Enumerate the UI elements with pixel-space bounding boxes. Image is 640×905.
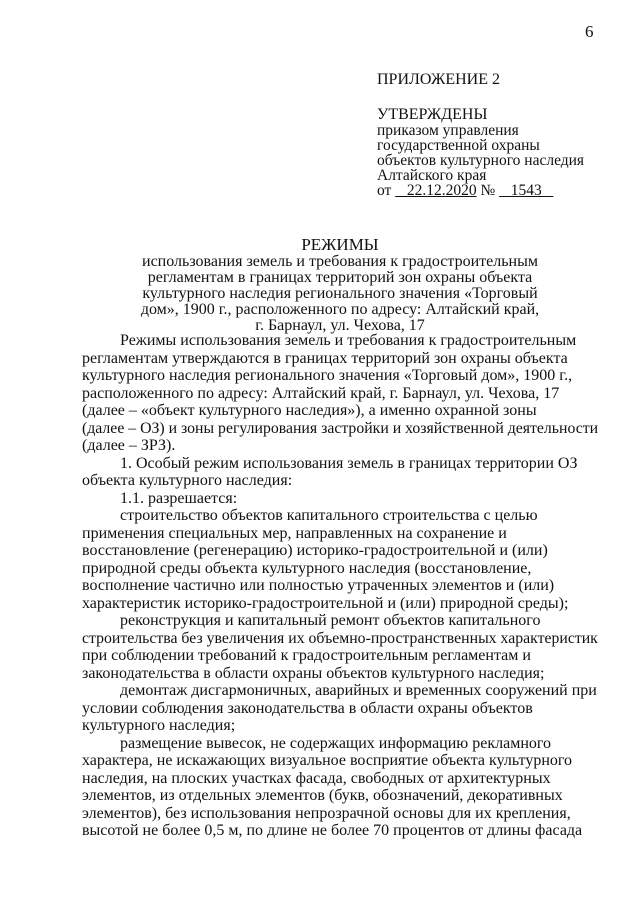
- body-line: строительство объектов капитального строительства с целью: [120, 507, 538, 524]
- body-line: при соблюдении требований к градостроительным регламентам и: [82, 647, 531, 664]
- body-line: законодательства в области охраны объектов культурного наследия;: [82, 664, 545, 682]
- body-line: применения специальных мер, направленных на сохранение и: [82, 524, 507, 542]
- approval-line: государственной охраны: [377, 137, 540, 154]
- body-line: расположенного по адресу: Алтайский край, г. Барнаул, ул. Чехова, 17: [82, 384, 560, 402]
- body-line: 1. Особый режим использования земель в границах территории ОЗ: [120, 454, 578, 472]
- body-line: культурного наследия регионального значения «Торговый дом», 1900 г.,: [82, 367, 573, 384]
- body-line: (далее – ЗРЗ).: [82, 437, 176, 454]
- approval-line: приказом управления: [377, 122, 519, 139]
- title-line: дом», 1900 г., расположенного по адресу: Алтайский край,: [140, 301, 540, 318]
- appendix-title: ПРИЛОЖЕНИЕ 2: [377, 71, 501, 88]
- title-line: г. Барнаул, ул. Чехова, 17: [255, 317, 425, 334]
- order-number-label: №: [480, 182, 496, 199]
- body-line: демонтаж дисгармоничных, аварийных и временных сооружений при: [120, 682, 597, 699]
- page-number: 6: [585, 22, 594, 41]
- body-line: 1.1. разрешается:: [120, 489, 238, 507]
- approval-block: [377, 72, 627, 198]
- approval-line: Алтайского края: [377, 167, 487, 184]
- order-date: 22.12.2020: [395, 182, 477, 199]
- body-line: размещение вывесок, не содержащих информацию рекламного: [120, 734, 552, 752]
- approved-heading: УТВЕРЖДЕНЫ: [377, 106, 488, 123]
- body-line: наследия, на плоских участках фасада, свободных от архитектурных: [82, 769, 551, 787]
- body-line: условии соблюдения законодательства в области охраны объектов: [82, 699, 533, 717]
- title-line: регламентам в границах территорий зон охраны объекта: [147, 269, 533, 286]
- body-line: высотой не более 0,5 м, по длине не более 70 процентов от длины фасада: [82, 822, 583, 839]
- title-line: использования земель и требования к градостроительным: [142, 253, 538, 270]
- body-line: характеристик историко-градостроительной и (или) природной среды);: [82, 594, 569, 612]
- title-line: культурного наследия регионального значения «Торговый: [142, 285, 538, 302]
- body-line: восстановление (регенерацию) историко-градостроительной и (или): [82, 542, 548, 559]
- title-heading: РЕЖИМЫ: [301, 235, 379, 254]
- body-line: восполнение частично или полностью утраченных элементов и (или): [82, 577, 555, 594]
- body-line: Режимы использования земель и требования к градостроительным: [120, 332, 577, 349]
- body-line: регламентам утверждаются в границах территорий зон охраны объекта: [82, 349, 568, 367]
- order-line: [377, 183, 627, 198]
- body-line: культурного наследия;: [82, 717, 236, 734]
- body-line: (далее – ОЗ) и зоны регулирования застройки и хозяйственной деятельности: [82, 419, 599, 437]
- document-title: [95, 237, 585, 334]
- body-line: характера, не искажающих визуальное восприятие объекта культурного: [82, 752, 573, 769]
- body-line: элементов), без использования непрозрачной основы для их крепления,: [82, 804, 571, 822]
- body-line: строительства без увеличения их объемно-пространственных характеристик: [82, 629, 598, 647]
- body-line: (далее – «объект культурного наследия»), а именно охранной зоны: [82, 402, 537, 419]
- body-line: реконструкция и капитальный ремонт объектов капитального: [120, 612, 541, 629]
- body-line: природной среды объекта культурного наследия (восстановление,: [82, 559, 532, 577]
- body-line: элементов, из отдельных элементов (букв, обозначений, декоративных: [82, 787, 563, 804]
- order-number: 1543: [499, 182, 554, 199]
- approval-line: объектов культурного наследия: [377, 152, 585, 169]
- body-text: [82, 332, 598, 840]
- order-prefix: от: [377, 182, 392, 199]
- body-line: объекта культурного наследия:: [82, 472, 293, 489]
